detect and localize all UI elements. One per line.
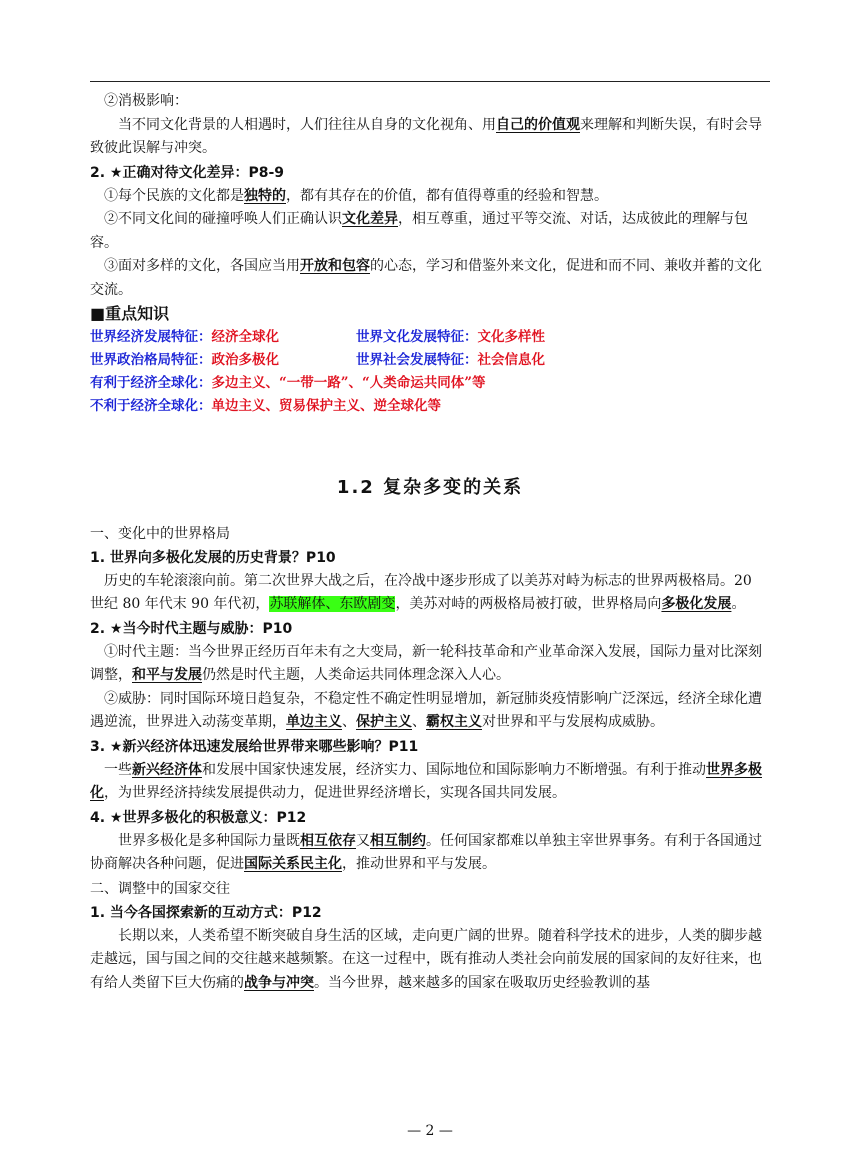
- key-label: 有利于经济全球化：: [90, 375, 212, 391]
- keyword: 国际关系民主化: [244, 856, 342, 872]
- keyword: 自己的价值观: [496, 116, 580, 133]
- paragraph: 长期以来，人类希望不断突破自身生活的区域，走向更广阔的世界。随着科学技术的进步，人类的脚步越走越远，国与国之间的交往越来越频繁。在这一过程中，既有推动人类社会向前发展的国家间的友好往来，也有给人类留下巨大伤痛的战争与冲突。当今世界，越来越多的国家在吸取历史经验教训的基: [90, 927, 762, 991]
- negative-impact-heading: ②消极影响：: [104, 93, 188, 109]
- section-heading: 一、变化中的世界格局: [90, 525, 230, 542]
- paragraph: ③面对多样的文化，各国应当用开放和包容的心态，学习和借鉴外来文化，促进和而不同、兼收并蓄的文化交流。: [90, 258, 762, 298]
- keyword: 和平与发展: [132, 667, 202, 683]
- key-value: 社会信息化: [477, 352, 545, 368]
- paragraph: 历史的车轮滚滚向前。第二次世界大战之后，在冷战中逐步形成了以美苏对峙为标志的世界两极格局。20 世纪 80 年代末 90 年代初，苏联解体、东欧剧变，美苏对峙的两极格局被打破，世界格局向多极化发展。: [90, 572, 752, 612]
- key-value: 文化多样性: [477, 329, 545, 345]
- keyword: 文化差异: [342, 211, 398, 227]
- highlighted-text: 苏联解体、东欧剧变: [269, 596, 396, 612]
- negative-impact-paragraph: 当不同文化背景的人相遇时，人们往往从自身的文化视角、用自己的价值观来理解和判断失误，有时会导致彼此误解与冲突。: [90, 116, 762, 156]
- key-row: [90, 372, 770, 395]
- paragraph: ①时代主题：当今世界正经历百年未有之大变局，新一轮科技革命和产业革命深入发展，国际力量对比深刻调整，和平与发展仍然是时代主题，人类命运共同体理念深入人心。: [90, 643, 762, 683]
- header-rule: [90, 81, 770, 82]
- key-row: [90, 349, 770, 372]
- keyword: 多极化发展: [661, 596, 732, 612]
- key-value: 单边主义、贸易保护主义、逆全球化等: [211, 398, 441, 414]
- key-label: 世界经济发展特征：: [90, 329, 212, 345]
- page-number: — 2 —: [407, 1123, 453, 1139]
- question-heading: 2. ★当今时代主题与威胁：P10: [90, 620, 293, 637]
- section-heading: 二、调整中的国家交往: [90, 880, 230, 897]
- keyword: 新兴经济体: [132, 761, 202, 778]
- paragraph: 一些新兴经济体和发展中国家快速发展，经济实力、国际地位和国际影响力不断增强。有利于推动世界多极化，为世界经济持续发展提供动力，促进世界经济增长，实现各国共同发展。: [90, 761, 762, 801]
- paragraph: ①每个民族的文化都是独特的，都有其存在的价值，都有值得尊重的经验和智慧。: [104, 187, 608, 204]
- keyword: 保护主义: [356, 714, 412, 730]
- key-knowledge-heading: ■重点知识: [90, 304, 170, 323]
- keyword: 相互依存: [300, 832, 356, 849]
- document-body: [90, 90, 770, 995]
- keyword: 相互制约: [370, 832, 426, 849]
- question-heading: 2. ★正确对待文化差异：P8-9: [90, 164, 285, 181]
- key-label: 世界政治格局特征：: [90, 352, 212, 368]
- question-heading: 4. ★世界多极化的积极意义：P12: [90, 809, 307, 826]
- key-row: [90, 395, 770, 418]
- key-row: [90, 326, 770, 349]
- key-value: 政治多极化: [211, 352, 279, 368]
- key-value: 经济全球化: [211, 329, 279, 345]
- key-value: 多边主义、“一带一路”、“人类命运共同体”等: [211, 375, 486, 391]
- section-title: 1.2 复杂多变的关系: [336, 477, 524, 498]
- question-heading: 1. 世界向多极化发展的历史背景？P10: [90, 549, 336, 566]
- key-label: 世界社会发展特征：: [356, 352, 478, 368]
- keyword: 独特的: [244, 187, 286, 204]
- question-heading: 1. 当今各国探索新的互动方式：P12: [90, 904, 322, 921]
- keyword: 开放和包容: [300, 258, 370, 274]
- question-heading: 3. ★新兴经济体迅速发展给世界带来哪些影响？P11: [90, 738, 419, 755]
- keyword: 霸权主义: [426, 714, 482, 730]
- keyword: 战争与冲突: [244, 974, 314, 991]
- keyword: 世界多极化: [90, 761, 762, 801]
- key-label: 世界文化发展特征：: [356, 329, 478, 345]
- key-label: 不利于经济全球化：: [90, 398, 212, 414]
- paragraph: ②不同文化间的碰撞呼唤人们正确认识文化差异，相互尊重，通过平等交流、对话，达成彼此的理解与包容。: [90, 211, 748, 251]
- keyword: 单边主义: [286, 714, 342, 730]
- paragraph: 世界多极化是多种国际力量既相互依存又相互制约。任何国家都难以单独主宰世界事务。有利于各国通过协商解决各种问题，促进国际关系民主化，推动世界和平与发展。: [90, 832, 762, 872]
- paragraph: ②威胁：同时国际环境日趋复杂，不稳定性不确定性明显增加，新冠肺炎疫情影响广泛深远，经济全球化遭遇逆流，世界进入动荡变革期，单边主义、保护主义、霸权主义对世界和平与发展构成威胁。: [90, 690, 762, 730]
